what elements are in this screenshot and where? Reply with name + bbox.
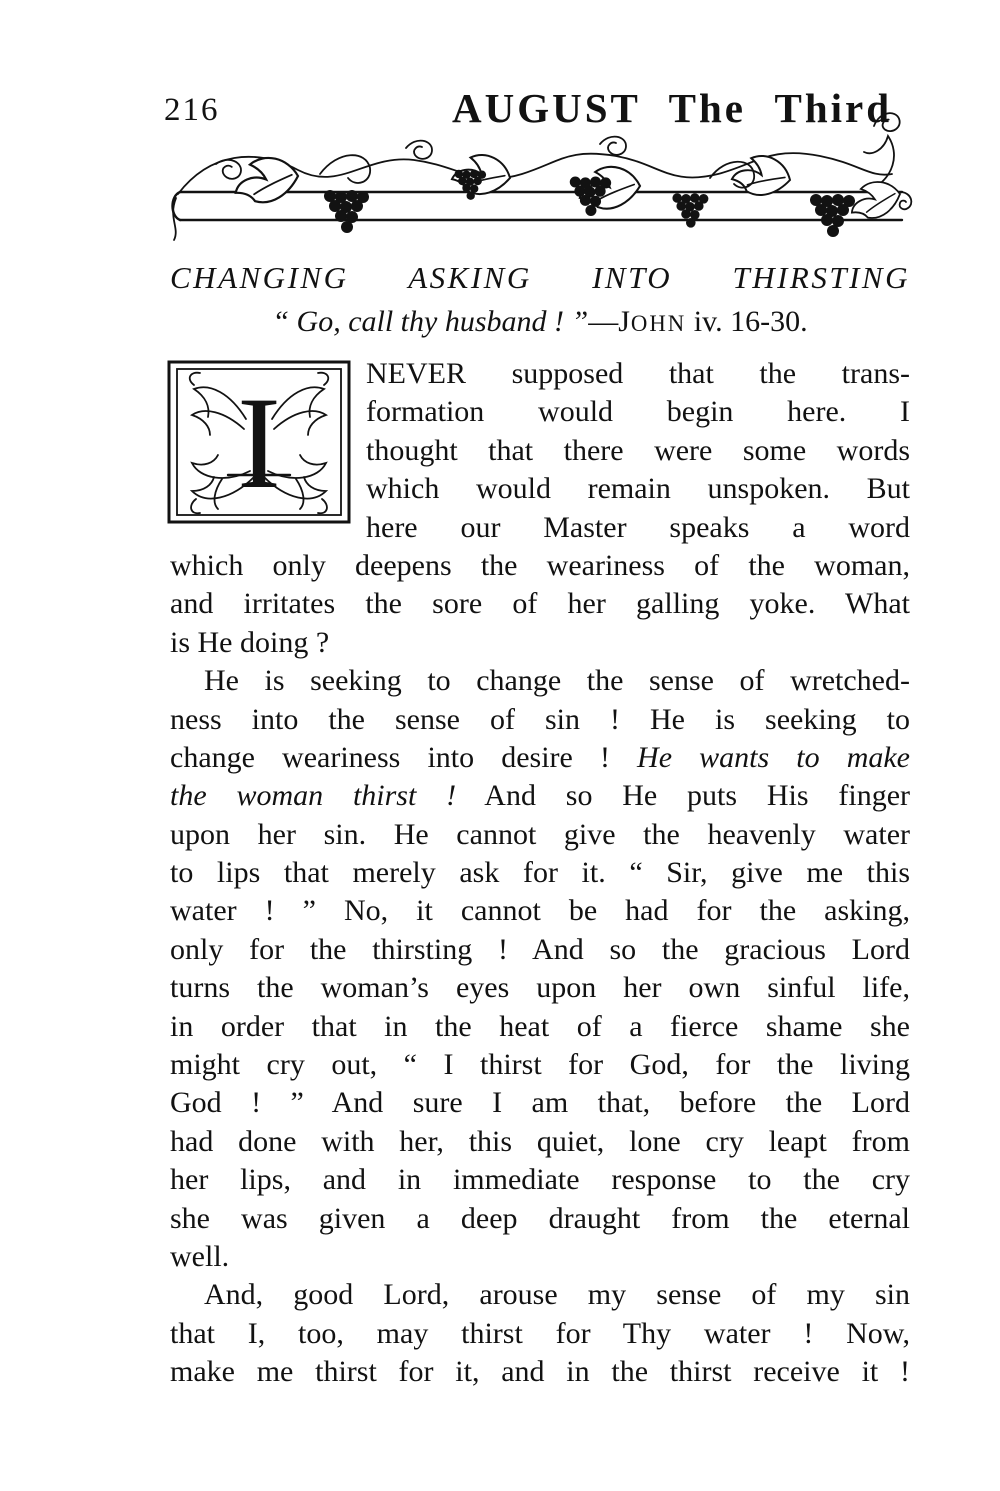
text-line: is He doing ? xyxy=(170,625,330,659)
page-number: 216 xyxy=(164,92,220,128)
text-line: God ! ” And sure I am that, before the Lord xyxy=(170,1086,910,1120)
text-line: her lips, and in immediate response to the cry xyxy=(170,1163,910,1197)
scripture-reference: iv. 16-30. xyxy=(686,305,808,338)
grapevine-ornament-icon xyxy=(170,134,910,234)
grapevine-ornament xyxy=(170,134,910,234)
page-header xyxy=(164,85,910,140)
text-line: might cry out, “ I thirst for God, for the living xyxy=(170,1048,910,1082)
body-text xyxy=(170,355,910,1392)
text-line: that I, too, may thirst for Thy water ! Now, xyxy=(170,1316,910,1350)
text-line: which only deepens the weariness of the woman, xyxy=(170,548,910,582)
text-line: water ! ” No, it cannot be had for the asking, xyxy=(170,894,910,928)
header-title: AUGUST The Third xyxy=(452,85,893,131)
text-line: formation would begin here. I xyxy=(366,395,910,429)
scripture-book: JOHN xyxy=(618,305,687,338)
text-line: well. xyxy=(170,1239,230,1273)
svg-text:I: I xyxy=(237,369,281,516)
text-line: NEVER supposed that the trans- xyxy=(366,357,910,390)
text-line: upon her sin. He cannot give the heavenly water xyxy=(170,817,910,851)
text-line: only for the thirsting ! And so the gracious Lord xyxy=(170,932,910,966)
page-content xyxy=(164,85,911,1392)
text-line: she was given a deep draught from the eternal xyxy=(170,1201,910,1235)
text-line: make me thirst for it, and in the thirst receive it ! xyxy=(170,1355,910,1389)
text-line: in order that in the heat of a fierce shame she xyxy=(170,1009,910,1043)
text-line: which would remain unspoken. But xyxy=(366,472,910,506)
text-line: had done with her, this quiet, lone cry leapt from xyxy=(170,1124,910,1158)
scripture-quote: “ Go, call thy husband ! ” xyxy=(272,305,589,338)
text-line: turns the woman’s eyes upon her own sinful life, xyxy=(170,971,910,1005)
scripture-line xyxy=(170,305,910,339)
scripture-dash: — xyxy=(588,305,619,338)
text-line: the woman thirst ! And so He puts His finger xyxy=(170,779,911,813)
text-line: here our Master speaks a word xyxy=(366,510,910,544)
text-line: and irritates the sore of her galling yoke. What xyxy=(170,587,910,621)
text-line: He is seeking to change the sense of wretched- xyxy=(204,664,910,698)
text-line: And, good Lord, arouse my sense of my sin xyxy=(204,1278,910,1312)
drop-cap-initial xyxy=(166,359,352,525)
text-line: ness into the sense of sin ! He is seeking to xyxy=(170,702,910,736)
article-title: CHANGING ASKING INTO THIRSTING xyxy=(170,260,910,295)
text-line: to lips that merely ask for it. “ Sir, give me this xyxy=(170,856,910,890)
text-line: thought that there were some words xyxy=(366,433,910,467)
text-line: change weariness into desire ! He wants to make xyxy=(170,740,910,774)
